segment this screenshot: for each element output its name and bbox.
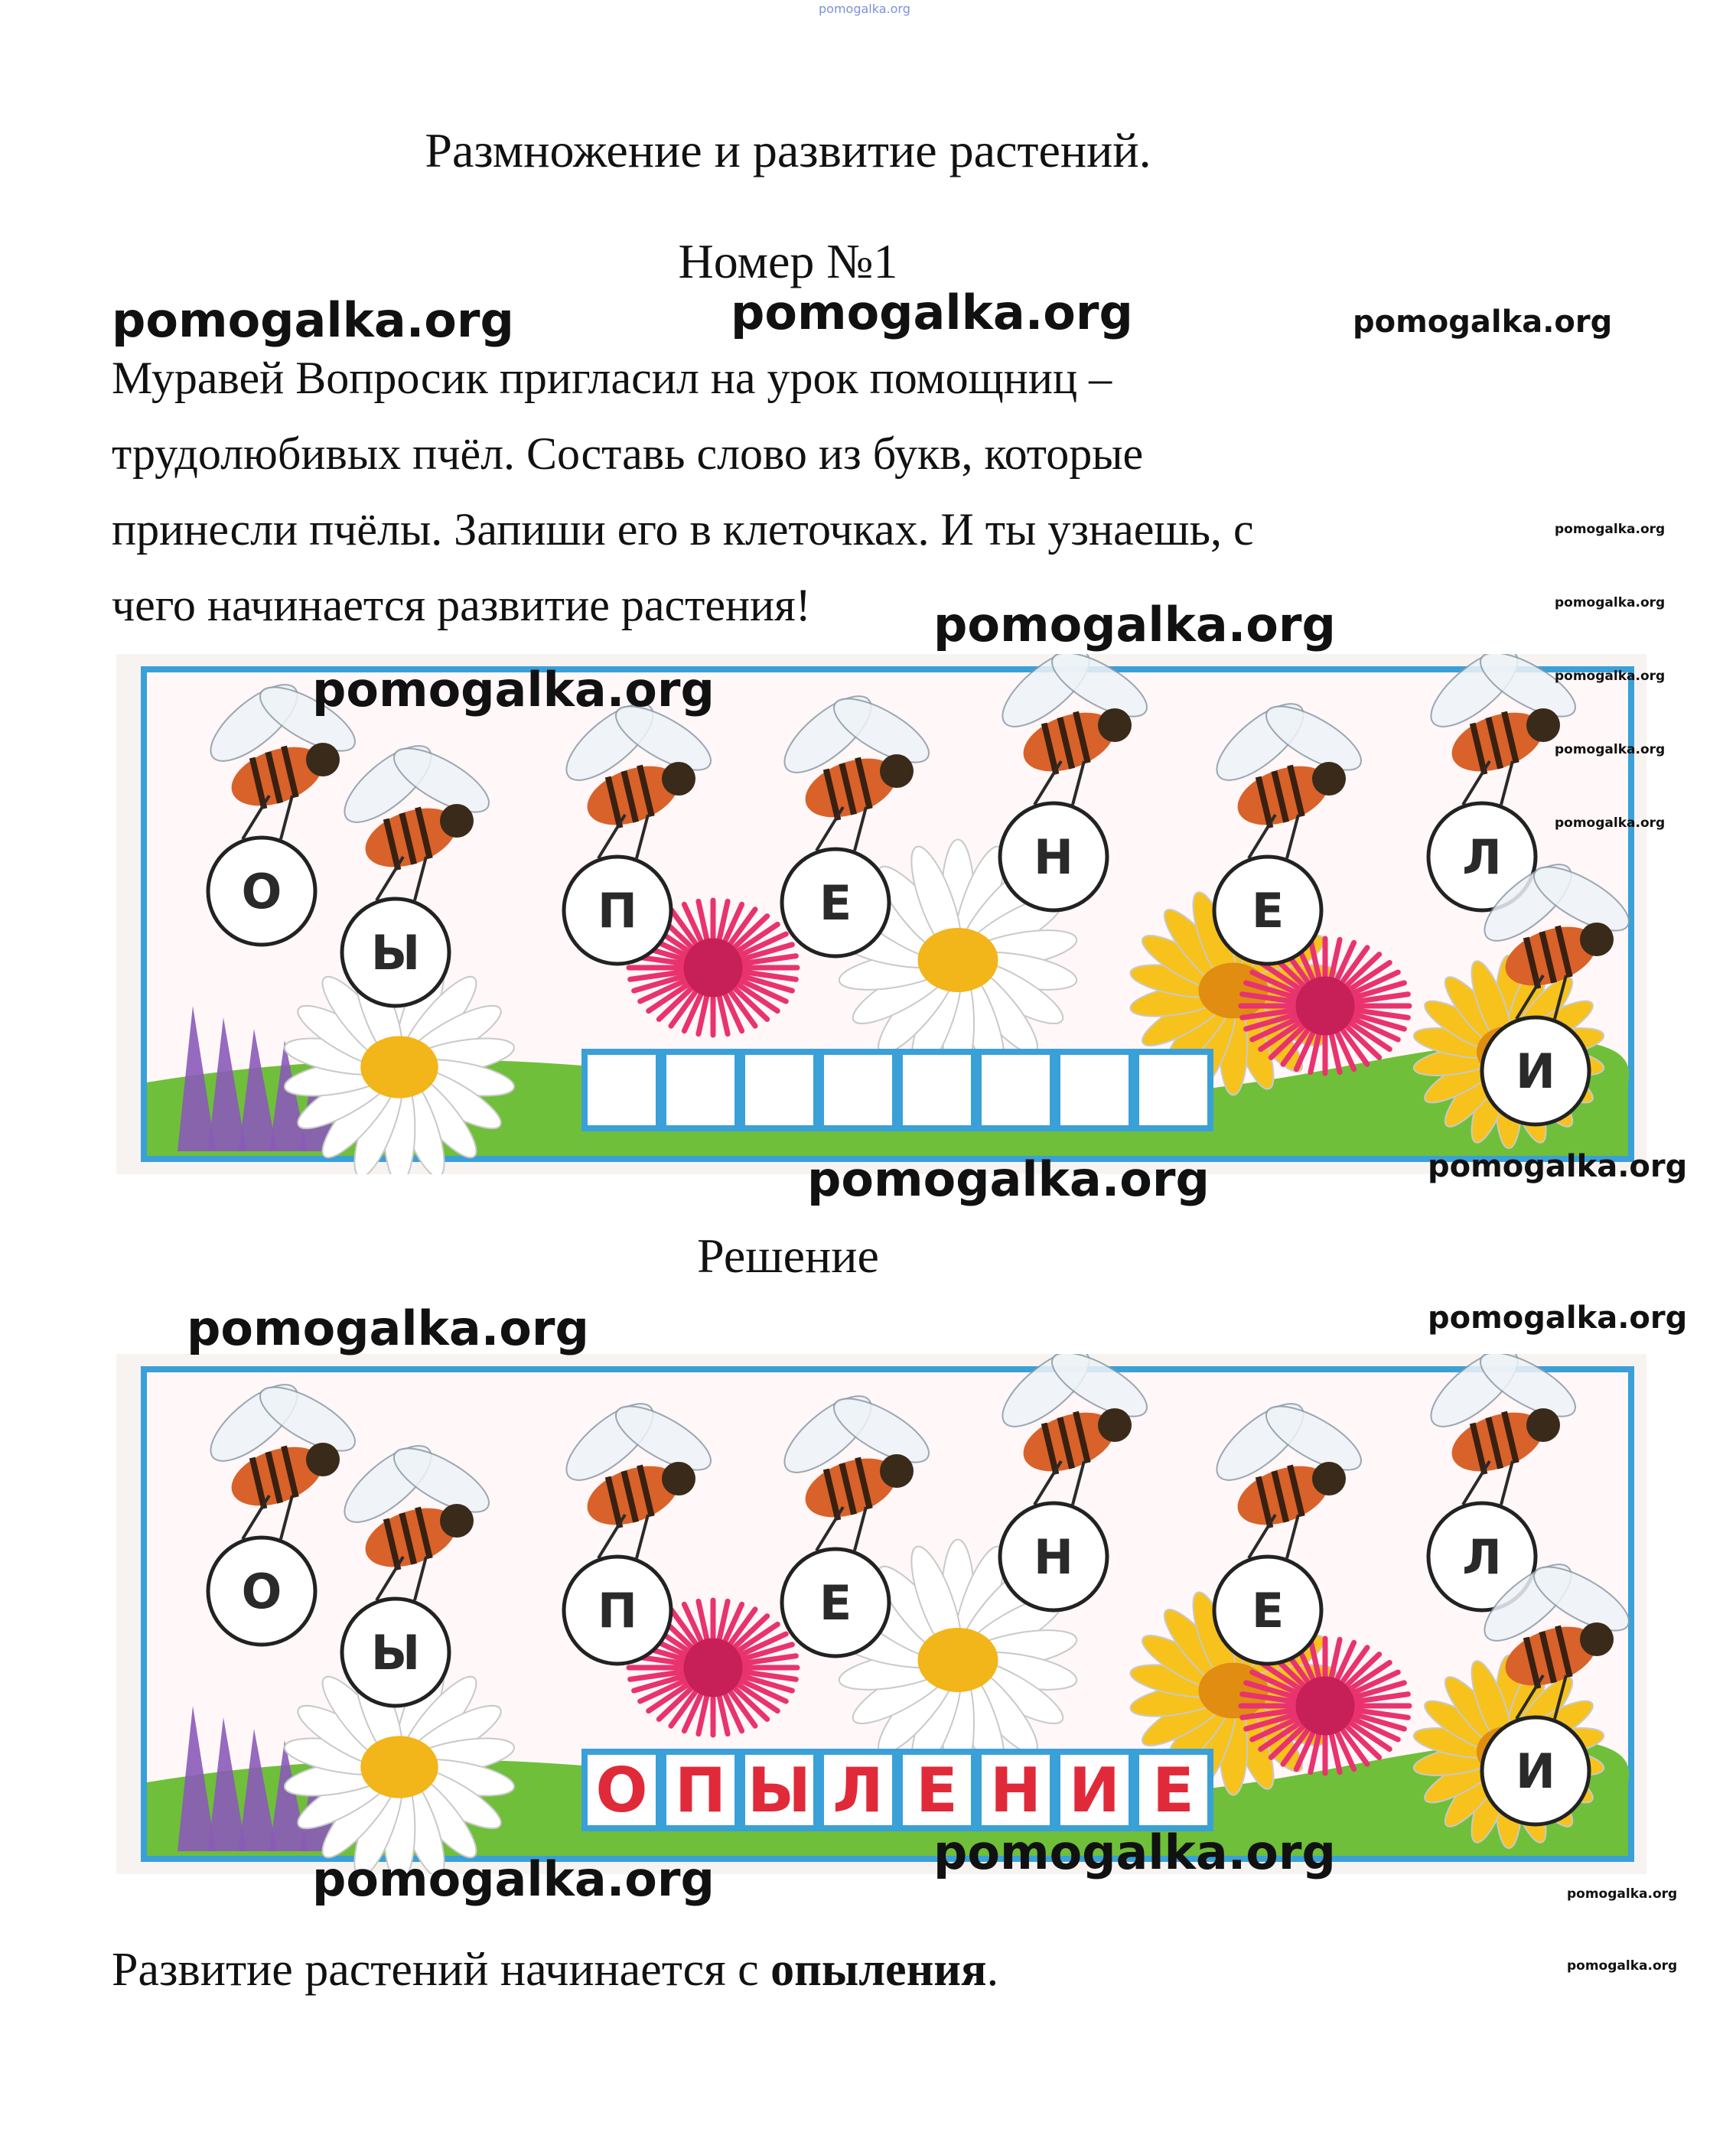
- solution-heading: Решение: [697, 1229, 879, 1283]
- bee-letter: Ы: [370, 1625, 421, 1681]
- answer-cell: [585, 1052, 659, 1128]
- bee-letter: Н: [1034, 1529, 1073, 1585]
- answer-letter: И: [1069, 1755, 1120, 1826]
- answer-suffix: .: [986, 1944, 999, 1996]
- watermark: pomogalka.org: [1555, 522, 1666, 537]
- answer-letter: П: [675, 1755, 726, 1826]
- task-line: чего начинается развитие растения!: [112, 580, 811, 630]
- bee-letter: Л: [1462, 829, 1502, 885]
- task-line: трудолюбивых пчёл. Составь слово из букв, которые: [112, 428, 1144, 479]
- bee-letter: И: [1516, 1743, 1555, 1799]
- bee-letter: П: [598, 883, 637, 939]
- answer-prefix: Развитие растений начинается с: [112, 1944, 771, 1996]
- watermark-top: pomogalka.org: [819, 2, 910, 16]
- watermark: pomogalka.org: [1555, 742, 1666, 757]
- task-number: Номер №1: [678, 234, 898, 288]
- answer-cell: [663, 1052, 738, 1128]
- page-title: Размножение и развитие растений.: [425, 123, 1151, 177]
- watermark: pomogalka.org: [1555, 669, 1666, 684]
- answer-bold: опыления: [770, 1944, 987, 1996]
- watermark: pomogalka.org: [1353, 304, 1613, 340]
- answer-letter: Е: [916, 1755, 958, 1826]
- bee-letter: Ы: [370, 925, 421, 981]
- answer-letter: Е: [1152, 1755, 1194, 1826]
- watermark: pomogalka.org: [731, 285, 1133, 340]
- bee-letter: Е: [1251, 883, 1285, 939]
- watermark: pomogalka.org: [1567, 1886, 1678, 1902]
- watermark: pomogalka.org: [1567, 1958, 1678, 1974]
- bee-letter: Н: [1034, 829, 1073, 885]
- bee-letter: О: [241, 864, 282, 919]
- watermark: pomogalka.org: [933, 597, 1336, 653]
- task-line: Муравей Вопросик пригласил на урок помощниц –: [112, 353, 1112, 403]
- bee-letter: О: [241, 1564, 282, 1619]
- answer-letter: Ы: [747, 1755, 811, 1826]
- answer-cell: [979, 1052, 1053, 1128]
- answer-letter: Н: [990, 1755, 1041, 1826]
- watermark: pomogalka.org: [187, 1300, 589, 1356]
- answer-cell: [821, 1052, 895, 1128]
- watermark: pomogalka.org: [112, 292, 514, 348]
- watermark: pomogalka.org: [1555, 815, 1666, 831]
- watermark: pomogalka.org: [312, 1851, 715, 1907]
- task-line: принесли пчёлы. Запиши его в клеточках. И ты узнаешь, с: [112, 504, 1254, 555]
- bee-letter: Е: [819, 1575, 852, 1631]
- bee-letter: И: [1516, 1043, 1555, 1099]
- watermark: pomogalka.org: [807, 1151, 1210, 1207]
- answer-cell: [900, 1052, 974, 1128]
- answer-cell: [742, 1052, 816, 1128]
- answer-letter: О: [595, 1755, 648, 1826]
- watermark: pomogalka.org: [1428, 1149, 1688, 1184]
- bee-letter: Е: [1251, 1583, 1285, 1639]
- answer-cell: [1057, 1052, 1132, 1128]
- watermark: pomogalka.org: [1428, 1300, 1688, 1336]
- puzzle-illustration: [116, 654, 1646, 1174]
- answer-sentence: [112, 1943, 998, 1997]
- answer-cell: [1136, 1052, 1210, 1128]
- answer-letter: Л: [832, 1755, 884, 1826]
- watermark: pomogalka.org: [1555, 595, 1666, 610]
- bee-letter: П: [598, 1583, 637, 1639]
- watermark: pomogalka.org: [933, 1824, 1336, 1880]
- puzzle-solution-illustration: [116, 1354, 1646, 1874]
- bee-letter: Е: [819, 875, 852, 931]
- bee-letter: Л: [1462, 1529, 1502, 1585]
- watermark: pomogalka.org: [312, 662, 715, 718]
